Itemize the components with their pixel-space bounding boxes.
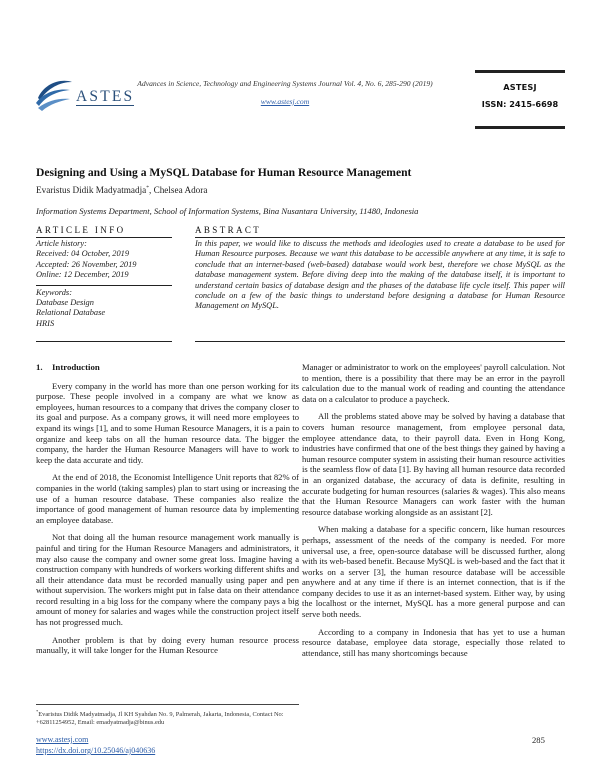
site-link[interactable]: www.astesj.com [36, 735, 89, 744]
body-column-right [302, 362, 565, 665]
authors [36, 185, 207, 195]
paragraph: Another problem is that by doing every human resource process manually, it will take longer for the Human Resource [36, 634, 299, 656]
footnote [36, 704, 299, 728]
astes-swoosh-icon [34, 76, 76, 112]
doi-link[interactable]: https://dx.doi.org/10.25046/aj040636 [36, 746, 156, 755]
paragraph: According to a company in Indonesia that has yet to use a human resource database, employee data storage, especially those related to attendance, still has many shortcomings because [302, 626, 565, 658]
keywords-label: Keywords: [36, 287, 72, 297]
history-label: Article history: [36, 239, 87, 248]
body-column-left [36, 362, 299, 663]
section-heading [36, 362, 299, 373]
paragraph: At the end of 2018, the Economist Intelligence Unit reports that 82% of companies in the world (taking samples) plan to start using or increasing the use of a human resource database. These companies also realize the importance of good management of human resource data by implementing an employee database. [36, 472, 299, 525]
keyword: Database Design [36, 298, 94, 308]
journal-citation: Advances in Science, Technology and Engineering Systems Journal Vol. 4, No. 6, 285-290 (2019) [137, 79, 433, 88]
paragraph: When making a database for a specific concern, like human resources perhaps, assessment of the needs of the company is needed. For more universal use, a free, open-source database will be discussed further, along with its web-based benefit. Because MySQL is web-based and the fact that it works on a server [3], the human resource database will be accessible anywhere and at any time if there is an internet connection, that is if the company decides to use it as an internet-based system. Either way, by using the localhost or the internet, MySQL has a more general purpose and can serve both needs. [302, 524, 565, 620]
top-rule [475, 70, 565, 73]
keywords-block [36, 285, 172, 330]
issn: ISSN: 2415-6698 [481, 99, 559, 109]
paragraph: Not that doing all the human resource management work manually is painful and tiring for the Human Resource Managers and administrators, it may also cause the company and owner some great loss. Imagine having a construction company with hundreds of workers working different shifts and all their attendance data must be recorded manually using paper and pen without supervision. The workers might put in false data on their attendance record resulting in a big loss for the company where the company pays a big amount of money for salaries and wages while the construction project itself has not progressed much. [36, 532, 299, 628]
article-info [36, 225, 172, 329]
author-main: Evaristus Didik Madyatmadja [36, 185, 147, 196]
paragraph: All the problems stated above may be solved by having a database that covers human resource management, from employee personal data, employee attendance data, to their payroll data. Even in Hong Kong, industries have confirmed that one of the best things they gained by having a human resource computer system in assisting their human resource activities is the seamless flow of data [1]. By having all human resource data recorded in an organized database, the accuracy of data is definite, resulting in accurate budgeting for human resources (salaries & wages). This also means that the Human Resource Managers can work faster with the human resource database working alongside as an assistant [2]. [302, 411, 565, 517]
accepted-date: Accepted: 26 November, 2019 [36, 259, 137, 269]
section-number: 1. [36, 362, 43, 372]
journal-url-link[interactable]: www.astesj.com [260, 97, 310, 106]
keyword: Relational Database [36, 308, 106, 318]
bottom-rule [475, 126, 565, 129]
info-bottom-rule [36, 341, 172, 342]
affiliation: Information Systems Department, School of Information Systems, Bina Nusantara University, 11480, Indonesia [36, 206, 419, 216]
received-date: Received: 04 October, 2019 [36, 249, 130, 259]
abstract-heading: ABSTRACT [195, 225, 565, 238]
footnote-mark: * [36, 709, 39, 714]
paragraph: Every company in the world has more than one person working for its purpose. These people involved in a company are what we know as employees, human resources to a company that drives the company closer to its goal and purpose. As a company grows, it will need more employees to expand its wings [1], and to some Human Resource Managers, it is a pain to organize and keep tabs on all the human resource data. The bigger the company, the harder the Human Resource Managers will have to work to keep the data accurate and tidy. [36, 380, 299, 465]
footer-links [36, 734, 155, 756]
logo-text: ASTES [76, 88, 135, 105]
journal-id-box [475, 70, 565, 109]
page-number: 285 [532, 735, 545, 745]
abstract-bottom-rule [195, 341, 565, 342]
abstract-text: In this paper, we would like to discuss the methods and ideologies used to create a database to be used for Human Resource purposes. Because we want this database to be accessible anywhere at any time, it is safe to conclude that an internet-based (web-based) database would work best, therefore we chose MySQL as the database management system. Before diving deep into the making of the database itself, it is important to understand certain basics of database design and the phases of the database life cycle itself. This paper will conclude on a few of the basic things to understand before designing a database for Human Resource Management on MySQL. [195, 239, 565, 311]
paragraph-continuation: Manager or administrator to work on the employees' payroll calculation. Not to mention, there is a possibility that there may be an error in the payroll calculation due to the manual work of reading and counting the attendance data on a calculator to produce a paycheck. [302, 362, 565, 404]
section-title: Introduction [52, 362, 100, 372]
astes-logo [34, 76, 134, 112]
author-rest: , Chelsea Adora [148, 185, 208, 196]
keyword: HRIS [36, 318, 55, 328]
online-date: Online: 12 December, 2019 [36, 270, 129, 280]
journal-abbrev: ASTESJ [503, 82, 537, 92]
abstract [195, 225, 565, 312]
corresponding-mark: * [146, 185, 149, 191]
paper-title: Designing and Using a MySQL Database for Human Resource Management [36, 166, 412, 179]
footnote-text: Evaristus Didik Madyatmadja, Jl KH Syahdan No. 9, Palmerah, Jakarta, Indonesia, Contact No: +62811254952, Email: emadyatmadja@binus.edu [36, 711, 284, 727]
article-info-heading: ARTICLE INFO [36, 225, 172, 238]
